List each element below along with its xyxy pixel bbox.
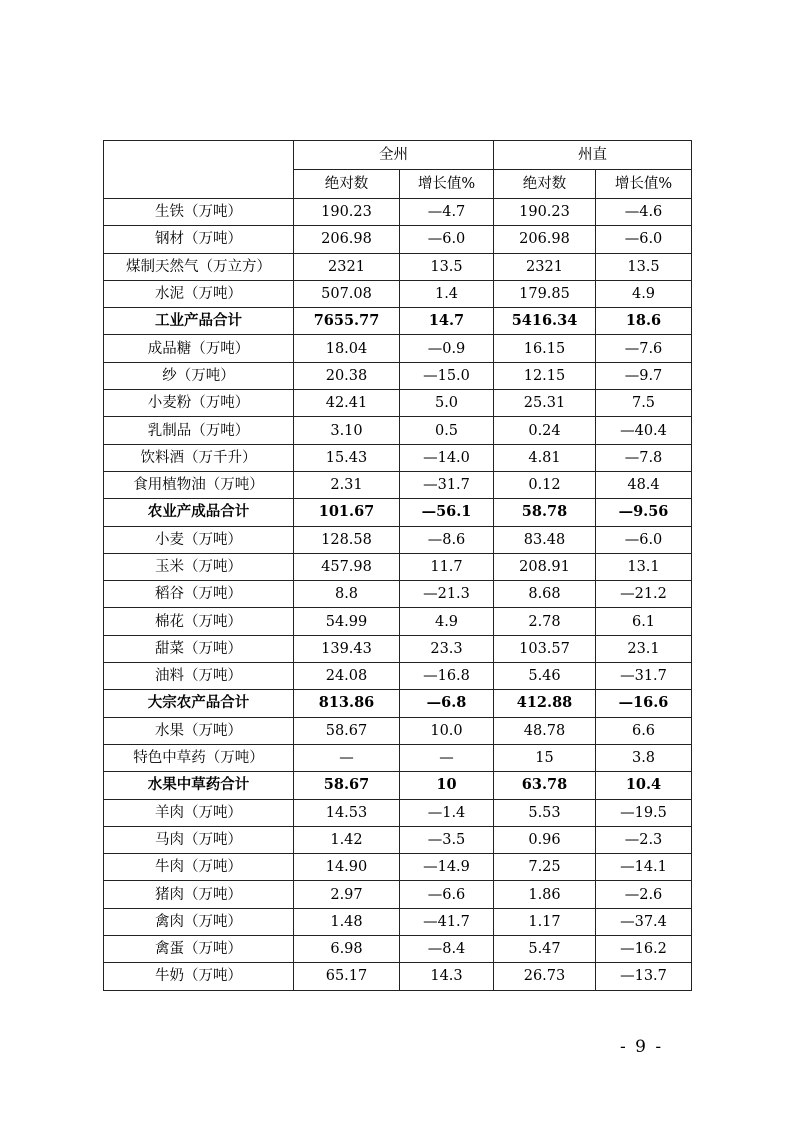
cell-quanzhou-absolute: 15.43	[294, 444, 400, 471]
row-label: 饮料酒（万千升）	[104, 444, 294, 471]
cell-quanzhou-growth: —0.9	[400, 335, 494, 362]
table-row	[104, 936, 692, 963]
cell-zhouzhi-absolute: 2.78	[494, 608, 596, 635]
cell-quanzhou-growth: —6.8	[400, 690, 494, 717]
header-group-quanzhou: 全州	[294, 141, 494, 170]
row-label: 油料（万吨）	[104, 663, 294, 690]
cell-quanzhou-growth: 1.4	[400, 280, 494, 307]
cell-zhouzhi-absolute: 58.78	[494, 499, 596, 526]
table-row	[104, 199, 692, 226]
cell-quanzhou-absolute: 1.48	[294, 908, 400, 935]
row-label: 水果中草药合计	[104, 772, 294, 799]
cell-quanzhou-growth: —3.5	[400, 826, 494, 853]
subheader-absolute-2: 绝对数	[494, 170, 596, 199]
table-row	[104, 744, 692, 771]
table-row	[104, 854, 692, 881]
cell-quanzhou-growth: 0.5	[400, 417, 494, 444]
table-row	[104, 663, 692, 690]
row-label: 棉花（万吨）	[104, 608, 294, 635]
cell-quanzhou-growth: 4.9	[400, 608, 494, 635]
cell-zhouzhi-growth: —37.4	[596, 908, 692, 935]
cell-zhouzhi-growth: 6.1	[596, 608, 692, 635]
row-label: 成品糖（万吨）	[104, 335, 294, 362]
header-row-groups	[104, 141, 692, 170]
cell-zhouzhi-absolute: 206.98	[494, 226, 596, 253]
cell-zhouzhi-absolute: 0.12	[494, 471, 596, 498]
cell-quanzhou-absolute: 24.08	[294, 663, 400, 690]
table-body	[104, 141, 692, 991]
cell-zhouzhi-growth: 3.8	[596, 744, 692, 771]
cell-zhouzhi-absolute: 63.78	[494, 772, 596, 799]
cell-quanzhou-absolute: 2321	[294, 253, 400, 280]
table-row	[104, 799, 692, 826]
subheader-growth-1: 增长值%	[400, 170, 494, 199]
cell-quanzhou-growth: 23.3	[400, 635, 494, 662]
cell-zhouzhi-growth: —7.8	[596, 444, 692, 471]
cell-quanzhou-growth: 10.0	[400, 717, 494, 744]
row-label: 禽蛋（万吨）	[104, 936, 294, 963]
table-row	[104, 881, 692, 908]
cell-zhouzhi-growth: 18.6	[596, 308, 692, 335]
cell-quanzhou-absolute: —	[294, 744, 400, 771]
row-label: 煤制天然气（万立方）	[104, 253, 294, 280]
cell-zhouzhi-absolute: 103.57	[494, 635, 596, 662]
cell-quanzhou-absolute: 42.41	[294, 390, 400, 417]
cell-quanzhou-growth: —41.7	[400, 908, 494, 935]
table-row	[104, 280, 692, 307]
cell-quanzhou-growth: —21.3	[400, 581, 494, 608]
cell-zhouzhi-absolute: 12.15	[494, 362, 596, 389]
cell-zhouzhi-growth: 23.1	[596, 635, 692, 662]
cell-zhouzhi-absolute: 7.25	[494, 854, 596, 881]
table-row	[104, 417, 692, 444]
header-group-zhouzhi: 州直	[494, 141, 692, 170]
cell-quanzhou-absolute: 54.99	[294, 608, 400, 635]
statistics-table	[103, 140, 692, 991]
cell-quanzhou-absolute: 101.67	[294, 499, 400, 526]
cell-zhouzhi-absolute: 208.91	[494, 553, 596, 580]
cell-zhouzhi-growth: 48.4	[596, 471, 692, 498]
cell-quanzhou-growth: —	[400, 744, 494, 771]
row-label: 小麦（万吨）	[104, 526, 294, 553]
cell-zhouzhi-absolute: 4.81	[494, 444, 596, 471]
table-row	[104, 553, 692, 580]
table-row	[104, 581, 692, 608]
cell-zhouzhi-growth: 7.5	[596, 390, 692, 417]
cell-zhouzhi-absolute: 48.78	[494, 717, 596, 744]
row-label: 玉米（万吨）	[104, 553, 294, 580]
row-label: 稻谷（万吨）	[104, 581, 294, 608]
row-label: 乳制品（万吨）	[104, 417, 294, 444]
cell-zhouzhi-growth: —4.6	[596, 199, 692, 226]
table-row	[104, 908, 692, 935]
cell-zhouzhi-absolute: 0.24	[494, 417, 596, 444]
table-row	[104, 226, 692, 253]
table-row	[104, 253, 692, 280]
cell-zhouzhi-growth: 13.1	[596, 553, 692, 580]
cell-quanzhou-growth: 5.0	[400, 390, 494, 417]
cell-quanzhou-absolute: 14.90	[294, 854, 400, 881]
cell-quanzhou-absolute: 206.98	[294, 226, 400, 253]
cell-quanzhou-absolute: 2.97	[294, 881, 400, 908]
cell-quanzhou-absolute: 813.86	[294, 690, 400, 717]
cell-zhouzhi-growth: —9.56	[596, 499, 692, 526]
cell-quanzhou-absolute: 1.42	[294, 826, 400, 853]
cell-quanzhou-growth: 13.5	[400, 253, 494, 280]
row-label: 纱（万吨）	[104, 362, 294, 389]
table-total-row	[104, 308, 692, 335]
row-label: 牛肉（万吨）	[104, 854, 294, 881]
table-row	[104, 963, 692, 990]
cell-quanzhou-growth: 10	[400, 772, 494, 799]
row-label: 大宗农产品合计	[104, 690, 294, 717]
table-total-row	[104, 772, 692, 799]
table-row	[104, 444, 692, 471]
cell-zhouzhi-growth: —31.7	[596, 663, 692, 690]
cell-zhouzhi-absolute: 5416.34	[494, 308, 596, 335]
row-label: 水果（万吨）	[104, 717, 294, 744]
cell-zhouzhi-growth: —13.7	[596, 963, 692, 990]
cell-zhouzhi-absolute: 8.68	[494, 581, 596, 608]
row-label: 甜菜（万吨）	[104, 635, 294, 662]
cell-quanzhou-absolute: 14.53	[294, 799, 400, 826]
row-label: 农业产成品合计	[104, 499, 294, 526]
row-label: 牛奶（万吨）	[104, 963, 294, 990]
row-label: 小麦粉（万吨）	[104, 390, 294, 417]
cell-zhouzhi-growth: —40.4	[596, 417, 692, 444]
cell-quanzhou-absolute: 58.67	[294, 772, 400, 799]
cell-zhouzhi-absolute: 0.96	[494, 826, 596, 853]
cell-quanzhou-growth: 14.3	[400, 963, 494, 990]
table-row	[104, 362, 692, 389]
cell-quanzhou-growth: 14.7	[400, 308, 494, 335]
table-row	[104, 635, 692, 662]
cell-zhouzhi-growth: 13.5	[596, 253, 692, 280]
row-label: 特色中草药（万吨）	[104, 744, 294, 771]
table-total-row	[104, 690, 692, 717]
cell-quanzhou-absolute: 18.04	[294, 335, 400, 362]
cell-quanzhou-growth: —6.6	[400, 881, 494, 908]
cell-zhouzhi-absolute: 412.88	[494, 690, 596, 717]
cell-quanzhou-absolute: 190.23	[294, 199, 400, 226]
cell-quanzhou-absolute: 8.8	[294, 581, 400, 608]
cell-quanzhou-growth: —8.4	[400, 936, 494, 963]
row-label: 马肉（万吨）	[104, 826, 294, 853]
cell-quanzhou-growth: —16.8	[400, 663, 494, 690]
subheader-absolute-1: 绝对数	[294, 170, 400, 199]
cell-zhouzhi-absolute: 15	[494, 744, 596, 771]
cell-zhouzhi-absolute: 190.23	[494, 199, 596, 226]
cell-zhouzhi-growth: —19.5	[596, 799, 692, 826]
cell-quanzhou-growth: —6.0	[400, 226, 494, 253]
row-label: 工业产品合计	[104, 308, 294, 335]
table-row	[104, 717, 692, 744]
cell-zhouzhi-absolute: 26.73	[494, 963, 596, 990]
cell-zhouzhi-growth: —21.2	[596, 581, 692, 608]
cell-quanzhou-growth: —14.9	[400, 854, 494, 881]
cell-zhouzhi-growth: —16.6	[596, 690, 692, 717]
cell-quanzhou-growth: —8.6	[400, 526, 494, 553]
row-label: 禽肉（万吨）	[104, 908, 294, 935]
cell-quanzhou-absolute: 2.31	[294, 471, 400, 498]
cell-quanzhou-absolute: 457.98	[294, 553, 400, 580]
table-row	[104, 526, 692, 553]
table-row	[104, 826, 692, 853]
row-label: 羊肉（万吨）	[104, 799, 294, 826]
cell-quanzhou-growth: —1.4	[400, 799, 494, 826]
cell-zhouzhi-growth: —2.3	[596, 826, 692, 853]
row-label: 水泥（万吨）	[104, 280, 294, 307]
cell-zhouzhi-absolute: 16.15	[494, 335, 596, 362]
cell-zhouzhi-growth: —7.6	[596, 335, 692, 362]
cell-zhouzhi-growth: —6.0	[596, 226, 692, 253]
cell-quanzhou-absolute: 7655.77	[294, 308, 400, 335]
cell-quanzhou-growth: —4.7	[400, 199, 494, 226]
cell-zhouzhi-absolute: 25.31	[494, 390, 596, 417]
corner-cell	[104, 141, 294, 199]
cell-zhouzhi-growth: —16.2	[596, 936, 692, 963]
cell-quanzhou-growth: —56.1	[400, 499, 494, 526]
row-label: 猪肉（万吨）	[104, 881, 294, 908]
cell-quanzhou-growth: —14.0	[400, 444, 494, 471]
cell-quanzhou-absolute: 58.67	[294, 717, 400, 744]
row-label: 生铁（万吨）	[104, 199, 294, 226]
cell-zhouzhi-growth: 4.9	[596, 280, 692, 307]
cell-zhouzhi-absolute: 1.17	[494, 908, 596, 935]
table-row	[104, 608, 692, 635]
cell-zhouzhi-growth: 6.6	[596, 717, 692, 744]
table-row	[104, 390, 692, 417]
cell-zhouzhi-growth: —6.0	[596, 526, 692, 553]
cell-quanzhou-absolute: 3.10	[294, 417, 400, 444]
cell-quanzhou-absolute: 65.17	[294, 963, 400, 990]
cell-zhouzhi-growth: —9.7	[596, 362, 692, 389]
cell-quanzhou-growth: —31.7	[400, 471, 494, 498]
cell-zhouzhi-absolute: 5.46	[494, 663, 596, 690]
cell-zhouzhi-growth: —14.1	[596, 854, 692, 881]
cell-zhouzhi-growth: 10.4	[596, 772, 692, 799]
table-row	[104, 335, 692, 362]
cell-quanzhou-growth: 11.7	[400, 553, 494, 580]
row-label: 钢材（万吨）	[104, 226, 294, 253]
cell-zhouzhi-absolute: 2321	[494, 253, 596, 280]
cell-quanzhou-absolute: 139.43	[294, 635, 400, 662]
cell-quanzhou-absolute: 507.08	[294, 280, 400, 307]
table-total-row	[104, 499, 692, 526]
cell-quanzhou-absolute: 128.58	[294, 526, 400, 553]
cell-quanzhou-growth: —15.0	[400, 362, 494, 389]
row-label: 食用植物油（万吨）	[104, 471, 294, 498]
cell-zhouzhi-absolute: 1.86	[494, 881, 596, 908]
cell-zhouzhi-growth: —2.6	[596, 881, 692, 908]
cell-zhouzhi-absolute: 179.85	[494, 280, 596, 307]
cell-zhouzhi-absolute: 5.47	[494, 936, 596, 963]
cell-zhouzhi-absolute: 5.53	[494, 799, 596, 826]
cell-zhouzhi-absolute: 83.48	[494, 526, 596, 553]
page-number: - 9 -	[620, 1037, 664, 1057]
table-row	[104, 471, 692, 498]
subheader-growth-2: 增长值%	[596, 170, 692, 199]
cell-quanzhou-absolute: 6.98	[294, 936, 400, 963]
cell-quanzhou-absolute: 20.38	[294, 362, 400, 389]
